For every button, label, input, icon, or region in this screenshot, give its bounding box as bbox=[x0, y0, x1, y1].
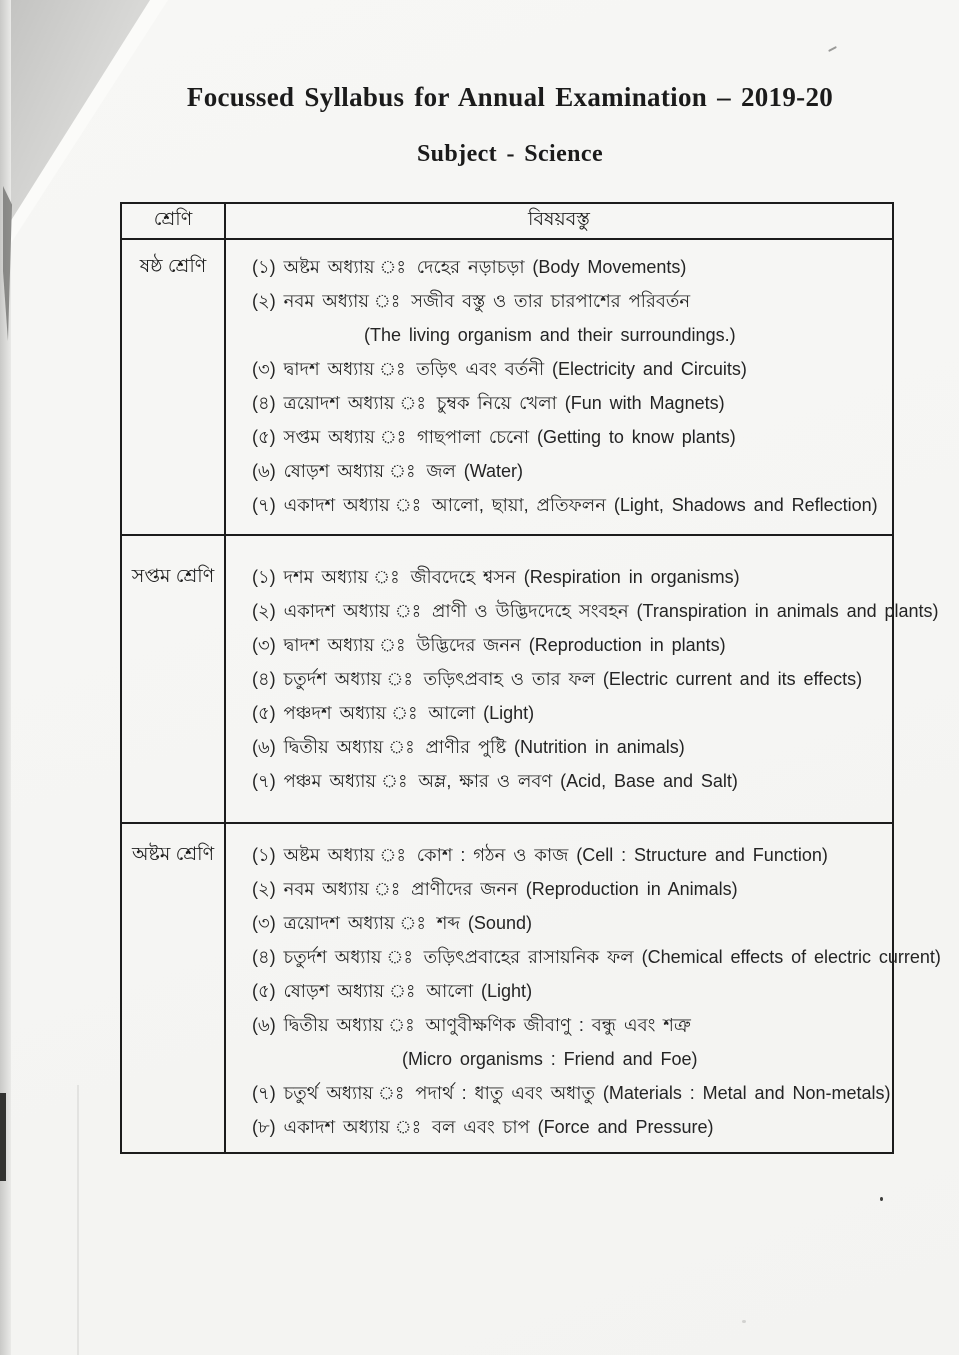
column-header-content: বিষয়বস্তু bbox=[225, 203, 893, 239]
class-cell bbox=[121, 823, 225, 1153]
chapter-item: (২) একাদশ অধ্যায় ঃ প্রাণী ও উদ্ভিদদেহে সংবহন (Transpiration in animals and plants) bbox=[252, 601, 939, 621]
chapter-item: (১) অষ্টম অধ্যায় ঃ দেহের নড়াচড়া (Body Movements) bbox=[252, 257, 687, 277]
chapter-item-continuation: (Micro organisms : Friend and Foe) bbox=[402, 1049, 698, 1069]
scan-edge-dark-mark bbox=[0, 1093, 6, 1181]
content-cell bbox=[225, 239, 893, 535]
chapter-item: (৫) পঞ্চদশ অধ্যায় ঃ আলো (Light) bbox=[252, 703, 535, 723]
chapter-item: (৭) চতুর্থ অধ্যায় ঃ পদার্থ : ধাতু এবং অধাতু (Materials : Metal and Non-metals) bbox=[252, 1083, 891, 1103]
class-cell bbox=[121, 239, 225, 535]
chapter-item: (৩) দ্বাদশ অধ্যায় ঃ উদ্ভিদের জনন (Reproduction in plants) bbox=[252, 635, 726, 655]
paper-edge-shadow bbox=[77, 1085, 79, 1355]
chapter-item: (৪) চতুর্দশ অধ্যায় ঃ তড়িৎপ্রবাহ ও তার ফল (Electric current and its effects) bbox=[252, 669, 863, 689]
table-row bbox=[121, 239, 893, 535]
syllabus-table bbox=[120, 202, 941, 1154]
chapter-item: (৮) একাদশ অধ্যায় ঃ বল এবং চাপ (Force and Pressure) bbox=[252, 1117, 714, 1137]
content-cell bbox=[225, 535, 939, 823]
class-name-label: সপ্তম শ্রেণি bbox=[131, 566, 215, 587]
chapter-item: (৬) দ্বিতীয় অধ্যায় ঃ প্রাণীর পুষ্টি (Nutrition in animals) bbox=[252, 737, 685, 757]
chapter-item-continuation: (The living organism and their surroundings.) bbox=[364, 325, 736, 345]
chapter-item: (৬) ষোড়শ অধ্যায় ঃ জল (Water) bbox=[252, 461, 524, 481]
content-cell bbox=[225, 823, 941, 1153]
chapter-item: (২) নবম অধ্যায় ঃ সজীব বস্তু ও তার চারপাশের পরিবর্তন bbox=[252, 291, 691, 311]
document-header bbox=[60, 0, 959, 168]
chapter-item: (৪) চতুর্দশ অধ্যায় ঃ তড়িৎপ্রবাহের রাসায়নিক ফল (Chemical effects of electric current) bbox=[252, 947, 941, 967]
chapter-item: (৪) ত্রয়োদশ অধ্যায় ঃ চুম্বক নিয়ে খেলা (Fun with Magnets) bbox=[252, 393, 725, 413]
chapter-item: (৫) ষোড়শ অধ্যায় ঃ আলো (Light) bbox=[252, 981, 533, 1001]
chapter-item: (২) নবম অধ্যায় ঃ প্রাণীদের জনন (Reproduction in Animals) bbox=[252, 879, 738, 899]
syllabus-table-body bbox=[121, 239, 941, 1153]
chapter-item: (১) দশম অধ্যায় ঃ জীবদেহে শ্বসন (Respiration in organisms) bbox=[252, 567, 740, 587]
page-subtitle: Subject - Science bbox=[416, 141, 604, 167]
class-name-label: ষষ্ঠ শ্রেণি bbox=[139, 256, 207, 277]
chapter-item: (৫) সপ্তম অধ্যায় ঃ গাছপালা চেনো (Getting to know plants) bbox=[252, 427, 736, 447]
class-name-label: অষ্টম শ্রেণি bbox=[131, 844, 215, 865]
scan-speck bbox=[880, 1197, 883, 1201]
table-row bbox=[121, 535, 893, 823]
chapter-item: (৭) একাদশ অধ্যায় ঃ আলো, ছায়া, প্রতিফলন (Light, Shadows and Reflection) bbox=[252, 495, 878, 515]
chapter-item: (৭) পঞ্চম অধ্যায় ঃ অম্ল, ক্ষার ও লবণ (Acid, Base and Salt) bbox=[252, 771, 738, 791]
column-header-class: শ্রেণি bbox=[121, 203, 225, 239]
chapter-item: (৬) দ্বিতীয় অধ্যায় ঃ আণুবীক্ষণিক জীবাণু : বন্ধু এবং শত্রু bbox=[252, 1015, 691, 1035]
class-cell bbox=[121, 535, 225, 823]
table-row bbox=[121, 823, 893, 1153]
table-header-row bbox=[121, 203, 893, 239]
page-title: Focussed Syllabus for Annual Examination – 2019-20 bbox=[186, 82, 834, 112]
chapter-item: (১) অষ্টম অধ্যায় ঃ কোশ : গঠন ও কাজ (Cell : Structure and Function) bbox=[252, 845, 828, 865]
chapter-item: (৩) ত্রয়োদশ অধ্যায় ঃ শব্দ (Sound) bbox=[252, 913, 532, 933]
scan-speck bbox=[742, 1320, 746, 1323]
chapter-item: (৩) দ্বাদশ অধ্যায় ঃ তড়িৎ এবং বর্তনী (Electricity and Circuits) bbox=[252, 359, 747, 379]
